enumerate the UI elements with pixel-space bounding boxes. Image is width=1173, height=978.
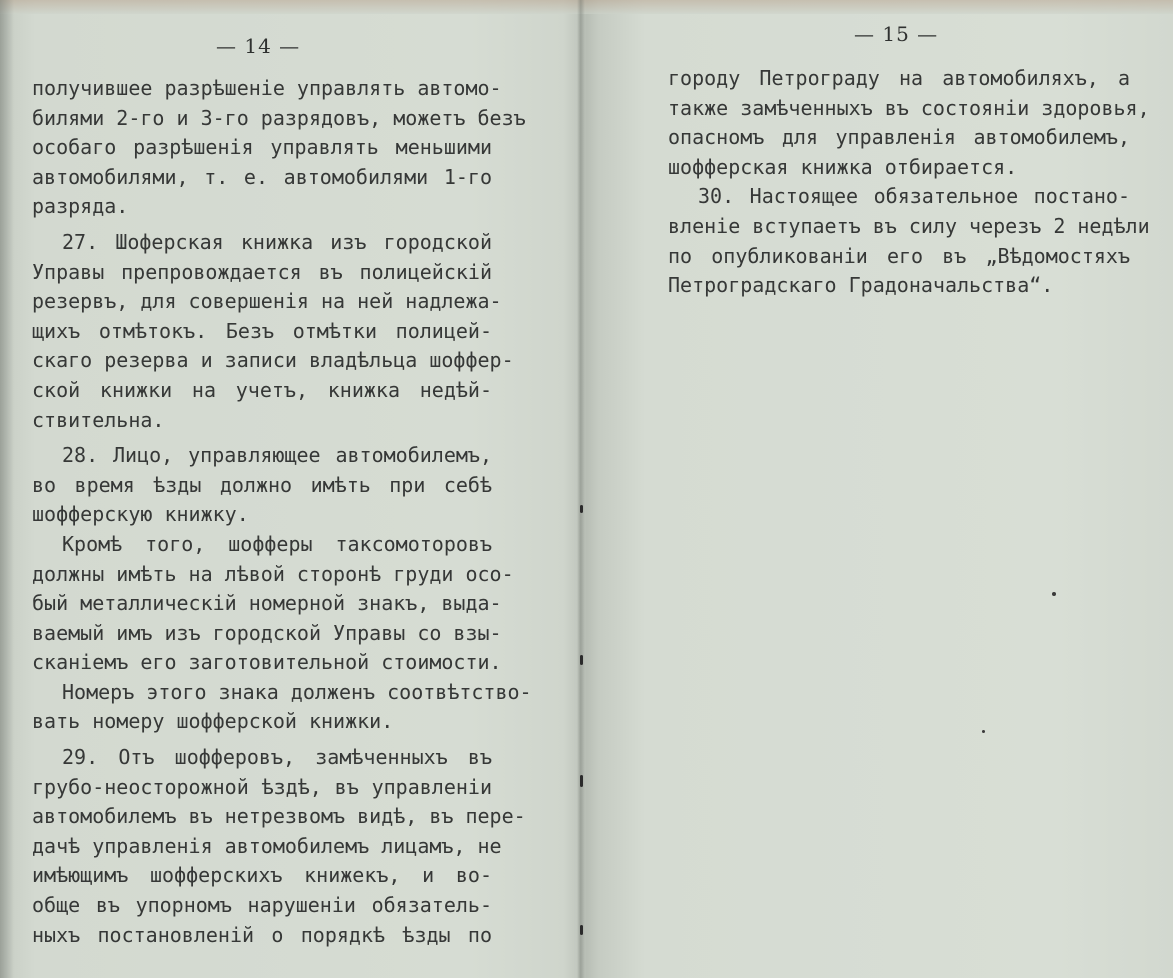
text-line: ваемый имъ изъ городской Управы со взы- [32, 620, 502, 645]
text-line: ныхъ постановленій о порядкѣ ѣзды по [32, 922, 492, 947]
text-line: щихъ отмѣтокъ. Безъ отмѣтки полицей- [32, 318, 492, 343]
paper-speck [1052, 592, 1056, 596]
text-line: по опубликованіи его въ „Вѣдомостяхъ [668, 243, 1130, 268]
text-line: резервъ, для совершенія на ней надлежа- [32, 289, 502, 314]
text-line: городу Петрограду на автомобиляхъ, а [668, 66, 1130, 90]
text-line: вленіе вступаетъ въ силу черезъ 2 недѣли [668, 213, 1150, 238]
text-line: опасномъ для управленія автомобилемъ, [668, 125, 1130, 150]
paragraph-30-line: 30. Настоящее обязательное постано- [698, 184, 1130, 209]
text-line: получившее разрѣшеніе управлять автомо- [32, 76, 502, 100]
text-line: сканіемъ его заготовительной стоимости. [32, 650, 502, 675]
text-line: Кромѣ того, шофферы таксомоторовъ [62, 531, 492, 556]
page-number-left: — 14 — [216, 34, 301, 58]
text-line: дачѣ управленія автомобилемъ лицамъ, не [32, 833, 502, 858]
text-line: автомобилями, т. е. автомобилями 1-го [32, 164, 492, 189]
text-line: Номеръ этого знака долженъ соотвѣтство- [62, 679, 532, 704]
book-gutter [577, 0, 585, 978]
right-page-text [668, 64, 1150, 301]
paragraph-27-line: 27. Шоферская книжка изъ городской [62, 229, 492, 254]
text-line: шофферскую книжку. [32, 502, 249, 527]
page-number-right: — 15 — [854, 22, 939, 46]
text-line: разряда. [32, 194, 129, 219]
binding-stitch [580, 925, 583, 935]
text-line: во время ѣзды должно имѣть при себѣ [32, 472, 492, 497]
text-line: Управы препровождается въ полицейскій [32, 259, 492, 284]
text-line: также замѣченныхъ въ состояніи здоровья, [668, 95, 1150, 120]
text-line: билями 2-го и 3-го разрядовъ, можетъ безъ [32, 105, 526, 130]
text-line: шофферская книжка отбирается. [668, 154, 1018, 179]
text-line: обще въ упорномъ нарушеніи обязатель- [32, 893, 492, 918]
binding-stitch [580, 655, 583, 665]
left-page-text [32, 74, 532, 950]
text-line: бый металлическій номерной знакъ, выда- [32, 591, 502, 616]
paragraph-29-line: 29. Отъ шофферовъ, замѣченныхъ въ [62, 745, 492, 770]
text-line: автомобилемъ въ нетрезвомъ видѣ, въ пере- [32, 804, 526, 829]
text-line: имѣющимъ шофферскихъ книжекъ, и во- [32, 863, 492, 888]
text-line: скаго резерва и записи владѣльца шоффер- [32, 348, 514, 373]
binding-stitch [580, 775, 583, 787]
text-line: особаго разрѣшенія управлять меньшими [32, 135, 492, 160]
text-line: Петроградскаго Градоначальства“. [668, 273, 1054, 298]
text-line: грубо-неосторожной ѣздѣ, въ управленіи [32, 774, 492, 799]
text-line: ствительна. [32, 407, 165, 432]
binding-stitch [580, 505, 583, 513]
text-line: вать номеру шофферской книжки. [32, 709, 394, 734]
right-page [586, 0, 1173, 978]
paper-speck [982, 730, 985, 733]
paragraph-28-line: 28. Лицо, управляющее автомобилемъ, [62, 443, 492, 468]
left-page [0, 0, 578, 978]
text-line: ской книжки на учетъ, книжка недѣй- [32, 377, 492, 402]
text-line: должны имѣть на лѣвой сторонѣ груди осо- [32, 561, 514, 586]
